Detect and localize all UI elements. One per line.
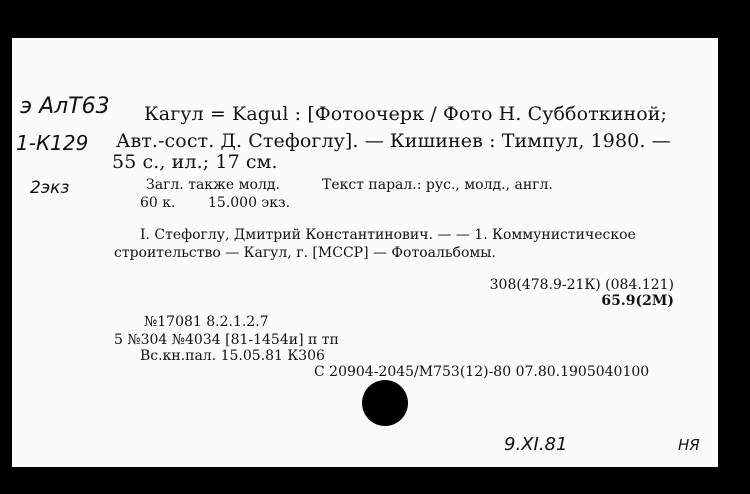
tech-line-4: С 20904-2045/М753(12)-80 07.80.1905040100 — [314, 364, 650, 380]
note-print-run: 15.000 экз. — [208, 195, 291, 211]
classification-udc: 308(478.9-21К) (084.121) — [489, 277, 674, 293]
note-title-language: Загл. также молд. — [146, 177, 280, 193]
handwritten-initials: НЯ — [678, 436, 700, 454]
tech-line-2: 5 №304 №4034 [81-1454и] п тп — [114, 332, 339, 348]
tech-line-3: Вс.кн.пал. 15.05.81 К306 — [140, 348, 325, 364]
tracing-line-1: I. Стефоглу, Дмитрий Константинович. — — 1. Коммунистическое — [140, 227, 636, 243]
note-price: 60 к. — [140, 195, 176, 211]
entry-line-2: Авт.-сост. Д. Стефоглу]. — Кишинев : Тимпул, 1980. — — [116, 130, 671, 152]
entry-line-1: Кагул = Kagul : [Фотоочерк / Фото Н. Субботкиной; — [144, 103, 668, 125]
entry-line-3: 55 с., ил.; 17 см. — [112, 151, 278, 173]
punch-hole — [362, 380, 408, 426]
handwritten-shelf-mark-1: э АлТ63 — [20, 94, 110, 119]
tracing-line-2: строительство — Кагул, г. [МССР] — Фотоальбомы. — [114, 245, 496, 261]
handwritten-date-note: 9.XI.81 — [504, 434, 568, 455]
handwritten-shelf-mark-2: 1-К129 — [16, 131, 89, 155]
classification-bbk: 65.9(2М) — [601, 293, 674, 309]
tech-line-1: №17081 8.2.1.2.7 — [144, 314, 269, 330]
note-parallel-text: Текст парал.: рус., молд., англ. — [322, 177, 553, 193]
handwritten-copies: 2экз — [30, 178, 70, 198]
